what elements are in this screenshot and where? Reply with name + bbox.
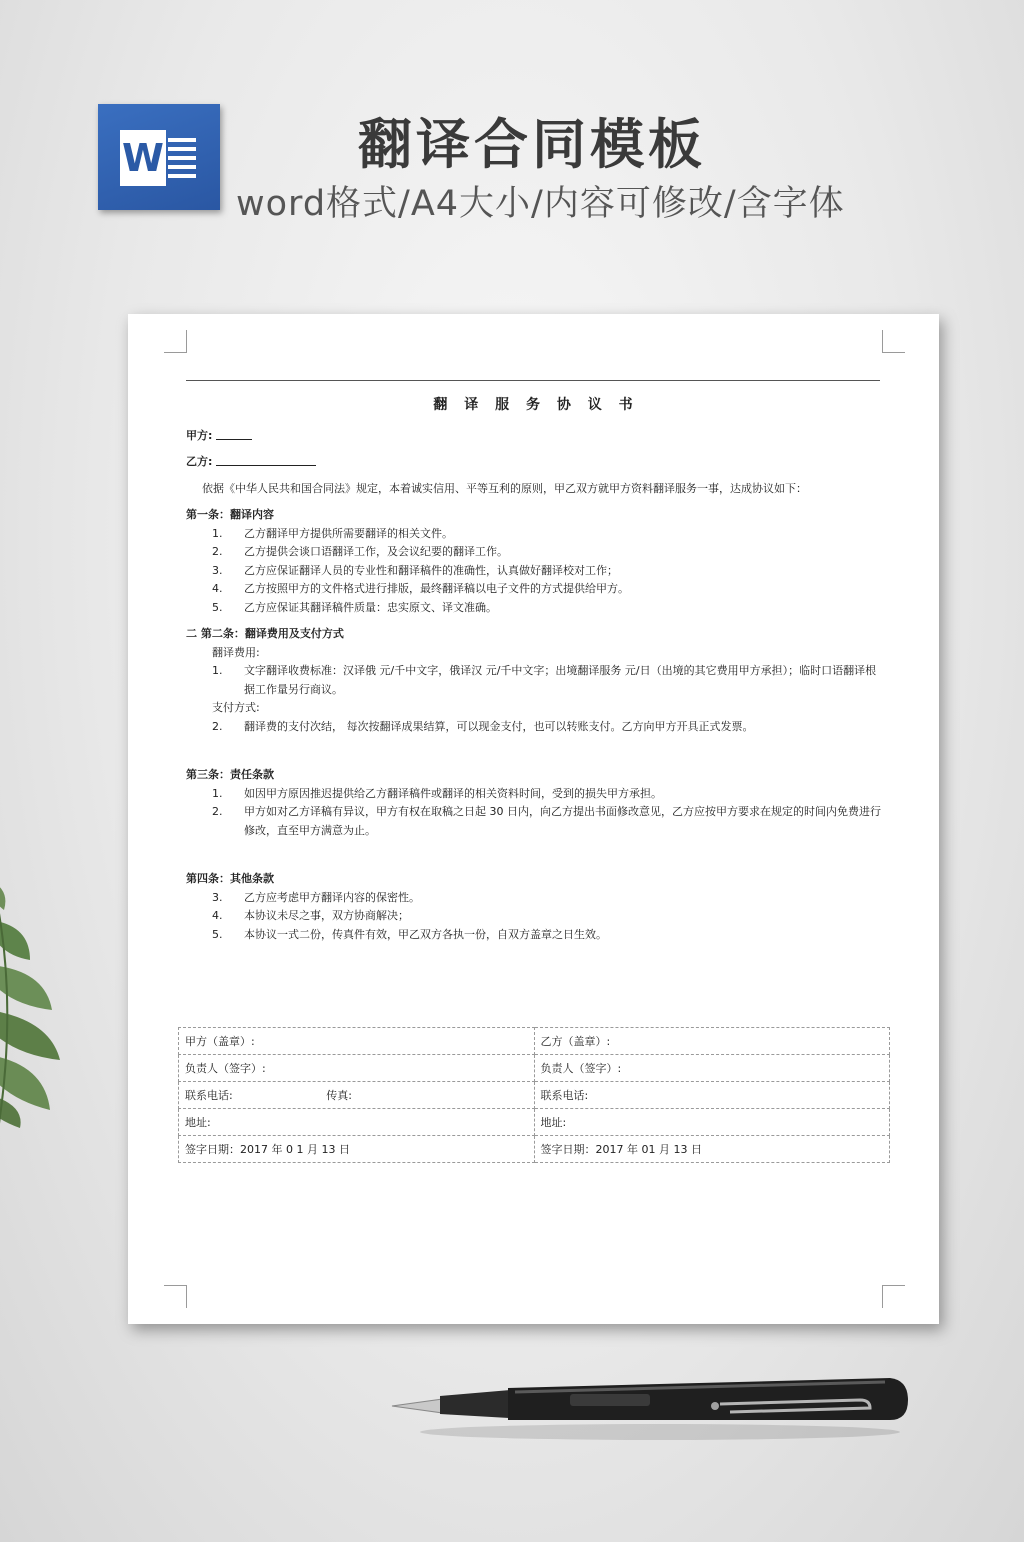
table-row [179, 1055, 890, 1082]
table-cell[interactable]: 签字日期：2017 年 0 1 月 13 日 [179, 1136, 535, 1163]
list-item: 4. 乙方按照甲方的文件格式进行排版，最终翻译稿以电子文件的方式提供给甲方。 [212, 582, 629, 595]
crop-mark [882, 1285, 905, 1308]
payment-label: 支付方式: [212, 701, 260, 714]
list-item: 5. 本协议一式二份，传真件有效，甲乙双方各执一份，自双方盖章之日生效。 [212, 927, 607, 941]
list-item: 2. 乙方提供会谈口语翻译工作，及会议纪要的翻译工作。 [212, 545, 508, 558]
fee-label: 翻译费用: [212, 645, 260, 659]
table-cell[interactable]: 联系电话: [534, 1082, 890, 1109]
section-heading: 二 第二条：翻译费用及支付方式 [186, 627, 344, 640]
fountain-pen-icon [390, 1370, 910, 1450]
list-item: 2. 翻译费的支付次结， 每次按翻译成果结算，可以现金支付，也可以转账支付。乙方向甲方开具正式发票。 [212, 719, 754, 733]
document-lines-icon [168, 138, 196, 183]
list-item: 1. 乙方翻译甲方提供所需要翻译的相关文件。 [212, 526, 453, 540]
table-cell[interactable]: 签字日期：2017 年 01 月 13 日 [534, 1136, 890, 1163]
word-icon: W [120, 130, 166, 186]
table-cell[interactable]: 负责人（签字）: [534, 1055, 890, 1082]
table-cell[interactable]: 负责人（签字）: [179, 1055, 535, 1082]
section-heading: 第一条：翻译内容 [186, 508, 274, 521]
list-item: 1. 如因甲方原因推迟提供给乙方翻译稿件或翻译的相关资料时间，受到的损失甲方承担。 [212, 786, 662, 800]
party-a-blank[interactable] [216, 427, 252, 440]
fax-label: 传真: [326, 1089, 352, 1102]
table-row [179, 1082, 890, 1109]
section-heading: 第三条：责任条款 [186, 768, 274, 781]
table-cell[interactable]: 地址: [179, 1109, 535, 1136]
list-item: 1. 文字翻译收费标准：汉译俄 元/千中文字，俄译汉 元/千中文字；出境翻译服务 元/日（出境的其它费用甲方承担）；临时口语翻译根据工作量另行商议。 [212, 664, 877, 696]
party-b-line [186, 453, 886, 472]
party-a-label: 甲方: [186, 428, 213, 442]
list-item: 3. 乙方应保证翻译人员的专业性和翻译稿件的准确性，认真做好翻译校对工作； [212, 563, 618, 577]
crop-mark [882, 330, 905, 353]
table-cell[interactable]: 乙方（盖章）: [534, 1028, 890, 1055]
plant-leaf-icon [0, 870, 100, 1130]
phone-label: 联系电话: [185, 1089, 233, 1102]
page-subtitle: word格式/A4大小/内容可修改/含字体 [236, 184, 845, 224]
party-b-blank[interactable] [216, 453, 316, 466]
document-title: 翻 译 服 务 协 议 书 [433, 397, 639, 413]
list-item: 2. 甲方如对乙方译稿有异议，甲方有权在取稿之日起 30 日内，向乙方提出书面修改意见，乙方应按甲方要求在规定的时间内免费进行修改，直至甲方满意为止。 [212, 805, 881, 837]
table-row [179, 1136, 890, 1163]
table-cell[interactable]: 地址: [534, 1109, 890, 1136]
header-rule [186, 380, 880, 381]
crop-mark [164, 1285, 187, 1308]
signature-table [178, 1027, 890, 1163]
section-heading: 第四条：其他条款 [186, 872, 274, 885]
table-cell[interactable] [179, 1082, 535, 1109]
page-title: 翻译合同模板 [358, 113, 706, 176]
table-row [179, 1028, 890, 1055]
intro-paragraph: 依据《中华人民共和国合同法》规定，本着诚实信用、平等互利的原则，甲乙双方就甲方资料翻译服务一事，达成协议如下： [202, 481, 807, 495]
document-page [128, 314, 939, 1324]
list-item: 5. 乙方应保证其翻译稿件质量：忠实原文、译文准确。 [212, 600, 497, 614]
party-a-line [186, 427, 886, 446]
word-logo [98, 104, 220, 210]
list-item: 4. 本协议未尽之事，双方协商解决； [212, 909, 409, 922]
party-b-label: 乙方: [186, 455, 213, 468]
list-item: 3. 乙方应考虑甲方翻译内容的保密性。 [212, 890, 420, 904]
table-row [179, 1109, 890, 1136]
crop-mark [164, 330, 187, 353]
document-body [186, 396, 886, 944]
table-cell[interactable]: 甲方（盖章）: [179, 1028, 535, 1055]
